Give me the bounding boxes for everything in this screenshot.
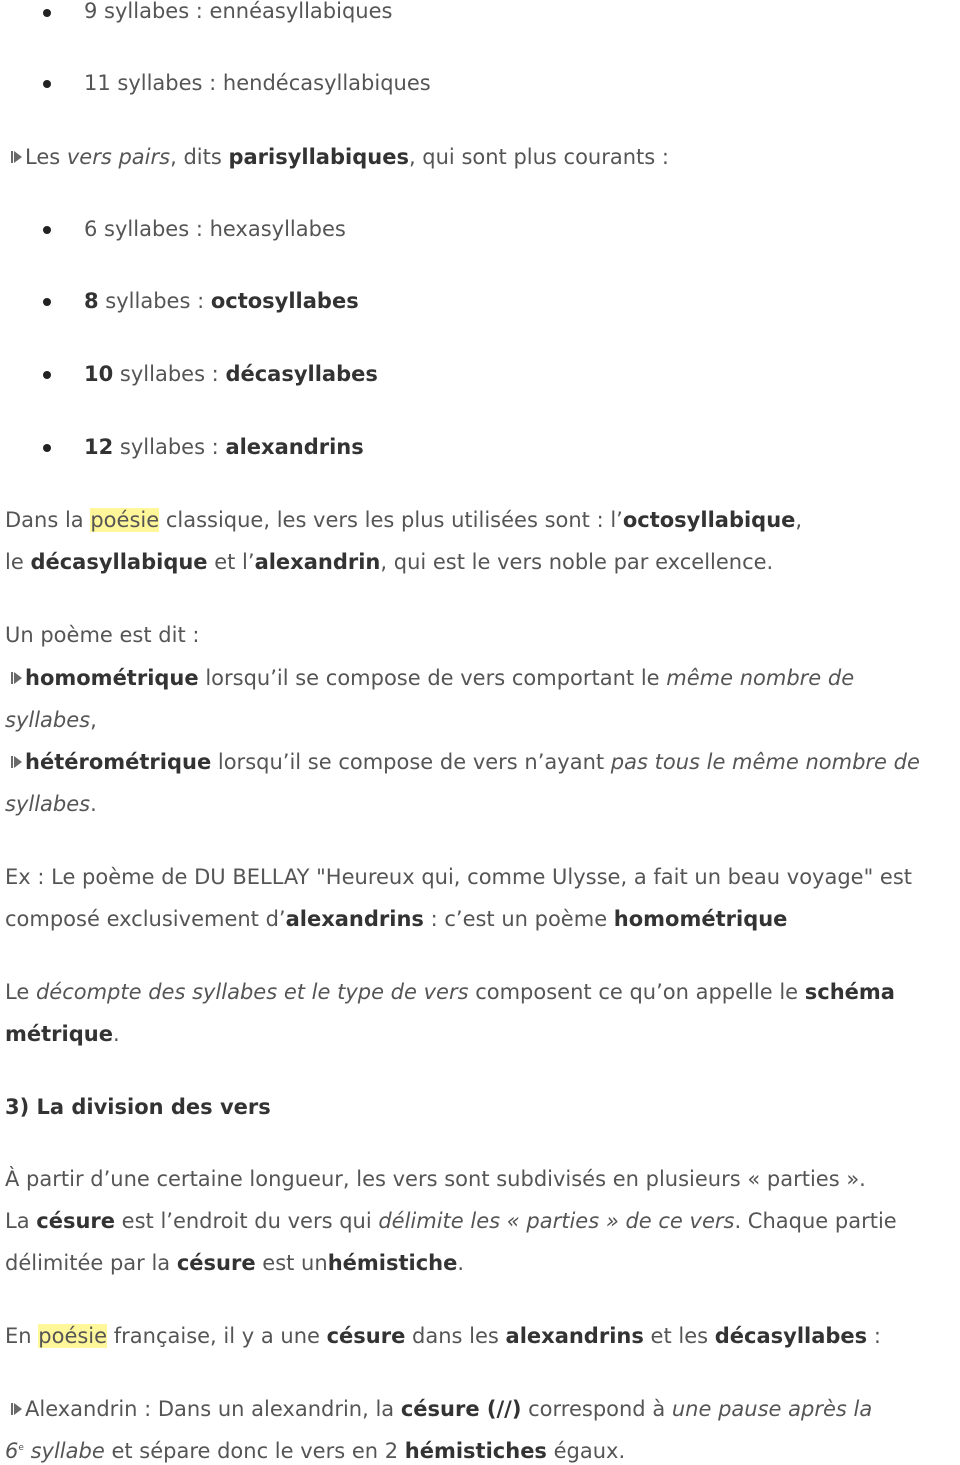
arrow-bullet-icon [14,151,22,163]
pairs-intro: Les vers pairs, dits parisyllabiques, qui sont plus courants : [25,145,669,169]
list-item: 12 syllabes : alexandrins [84,435,364,459]
bullet-icon [43,226,51,234]
bullet-icon [43,444,51,452]
list-item: 8 syllabes : octosyllabes [84,289,359,313]
arrow-bullet-icon [14,756,22,768]
arrow-bullet-icon [14,672,22,684]
paragraph-line: Le décompte des syllabes et le type de vers composent ce qu’on appelle le schéma [5,980,895,1004]
list-item: 6 syllabes : hexasyllabes [84,217,346,241]
paragraph-line: À partir d’une certaine longueur, les vers sont subdivisés en plusieurs « parties ». [5,1167,866,1191]
paragraph-line: En poésie française, il y a une césure dans les alexandrins et les décasyllabes : [5,1324,881,1348]
alexandrin-item: Alexandrin : Dans un alexandrin, la césure (//) correspond à une pause après la [25,1397,873,1421]
bullet-icon [43,298,51,306]
paragraph-line: La césure est l’endroit du vers qui délimite les « parties » de ce vers. Chaque partie [5,1209,897,1233]
alexandrin-item-cont: 6e syllabe et sépare donc le vers en 2 hémistiches égaux. [5,1439,626,1463]
bullet-icon [43,80,51,88]
paragraph-line: métrique. [5,1022,120,1046]
bullet-icon [43,9,51,17]
definition-homometrique-cont: syllabes, [5,708,97,732]
poesie-link[interactable]: poésie [38,1324,108,1348]
poesie-link[interactable]: poésie [90,508,160,532]
paragraph-line: délimitée par la césure est unhémistiche. [5,1251,465,1275]
definition-homometrique: homométrique lorsqu’il se compose de vers comportant le même nombre de [25,666,855,690]
definition-heterometrique: hétérométrique lorsqu’il se compose de vers n’ayant pas tous le même nombre de [25,750,920,774]
list-item: 11 syllabes : hendécasyllabiques [84,71,431,95]
arrow-bullet-icon [14,1403,22,1415]
bullet-icon [43,371,51,379]
paragraph-line: le décasyllabique et l’alexandrin, qui est le vers noble par excellence. [5,550,774,574]
list-item: 9 syllabes : ennéasyllabiques [84,0,393,23]
paragraph-line: Dans la poésie classique, les vers les plus utilisées sont : l’octosyllabique, [5,508,803,532]
paragraph-line: Un poème est dit : [5,623,200,647]
definition-heterometrique-cont: syllabes. [5,792,97,816]
section-heading: 3) La division des vers [5,1095,271,1119]
example-line: Ex : Le poème de DU BELLAY "Heureux qui, comme Ulysse, a fait un beau voyage" est [5,865,913,889]
example-line: composé exclusivement d’alexandrins : c’est un poème homométrique [5,907,788,931]
list-item: 10 syllabes : décasyllabes [84,362,378,386]
